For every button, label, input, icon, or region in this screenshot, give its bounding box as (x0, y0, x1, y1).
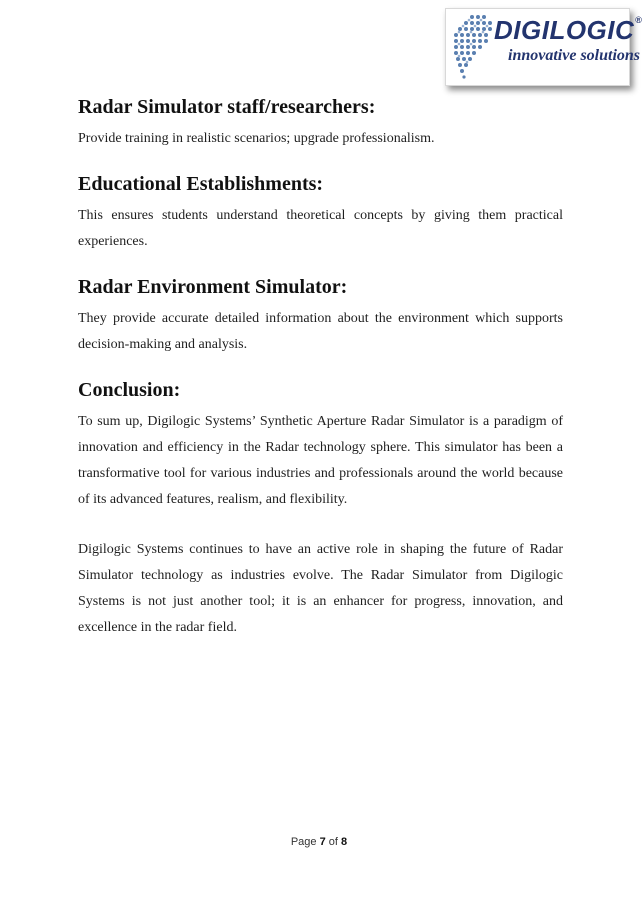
of-label: of (328, 836, 338, 848)
section-conclusion (78, 375, 563, 641)
section-heading: Radar Simulator staff/researchers: (78, 96, 376, 118)
document-body (78, 92, 563, 658)
page-label: Page (290, 836, 317, 848)
section-paragraph: This ensures students understand theoretical concepts by giving them practical experiences. (78, 208, 563, 249)
section-paragraph: Digilogic Systems continues to have an active role in shaping the future of Radar Simulator technology as industries evolve. The Radar Simulator from Digilogic Systems is not just another tool; it is an enhancer for progress, innovation, and excellence in the radar field. (78, 542, 563, 635)
section-heading: Educational Establishments: (78, 173, 324, 195)
section-paragraph: Provide training in realistic scenarios; upgrade professionalism. (78, 131, 435, 146)
logo-tagline: innovative solutions (508, 47, 641, 64)
section-radar-environment (78, 272, 563, 358)
section-educational (78, 169, 563, 255)
section-radar-staff (78, 92, 563, 152)
logo-brand-text: DIGILOGIC® (494, 15, 642, 45)
section-paragraph: They provide accurate detailed information about the environment which supports decision-making and analysis. (78, 311, 563, 352)
total-pages-number: 8 (341, 836, 348, 848)
section-heading: Radar Environment Simulator: (78, 276, 348, 298)
company-logo (445, 8, 642, 86)
current-page-number: 7 (319, 836, 326, 848)
logo-dot-grid-icon (450, 13, 494, 81)
page-footer (0, 836, 638, 848)
section-heading: Conclusion: (78, 379, 181, 401)
section-paragraph: To sum up, Digilogic Systems’ Synthetic Aperture Radar Simulator is a paradigm of innovation and efficiency in the Radar technology sphere. This simulator has been a transformative tool for various industries and professionals around the world because of its advanced features, realism, and flexibility. (78, 414, 563, 507)
